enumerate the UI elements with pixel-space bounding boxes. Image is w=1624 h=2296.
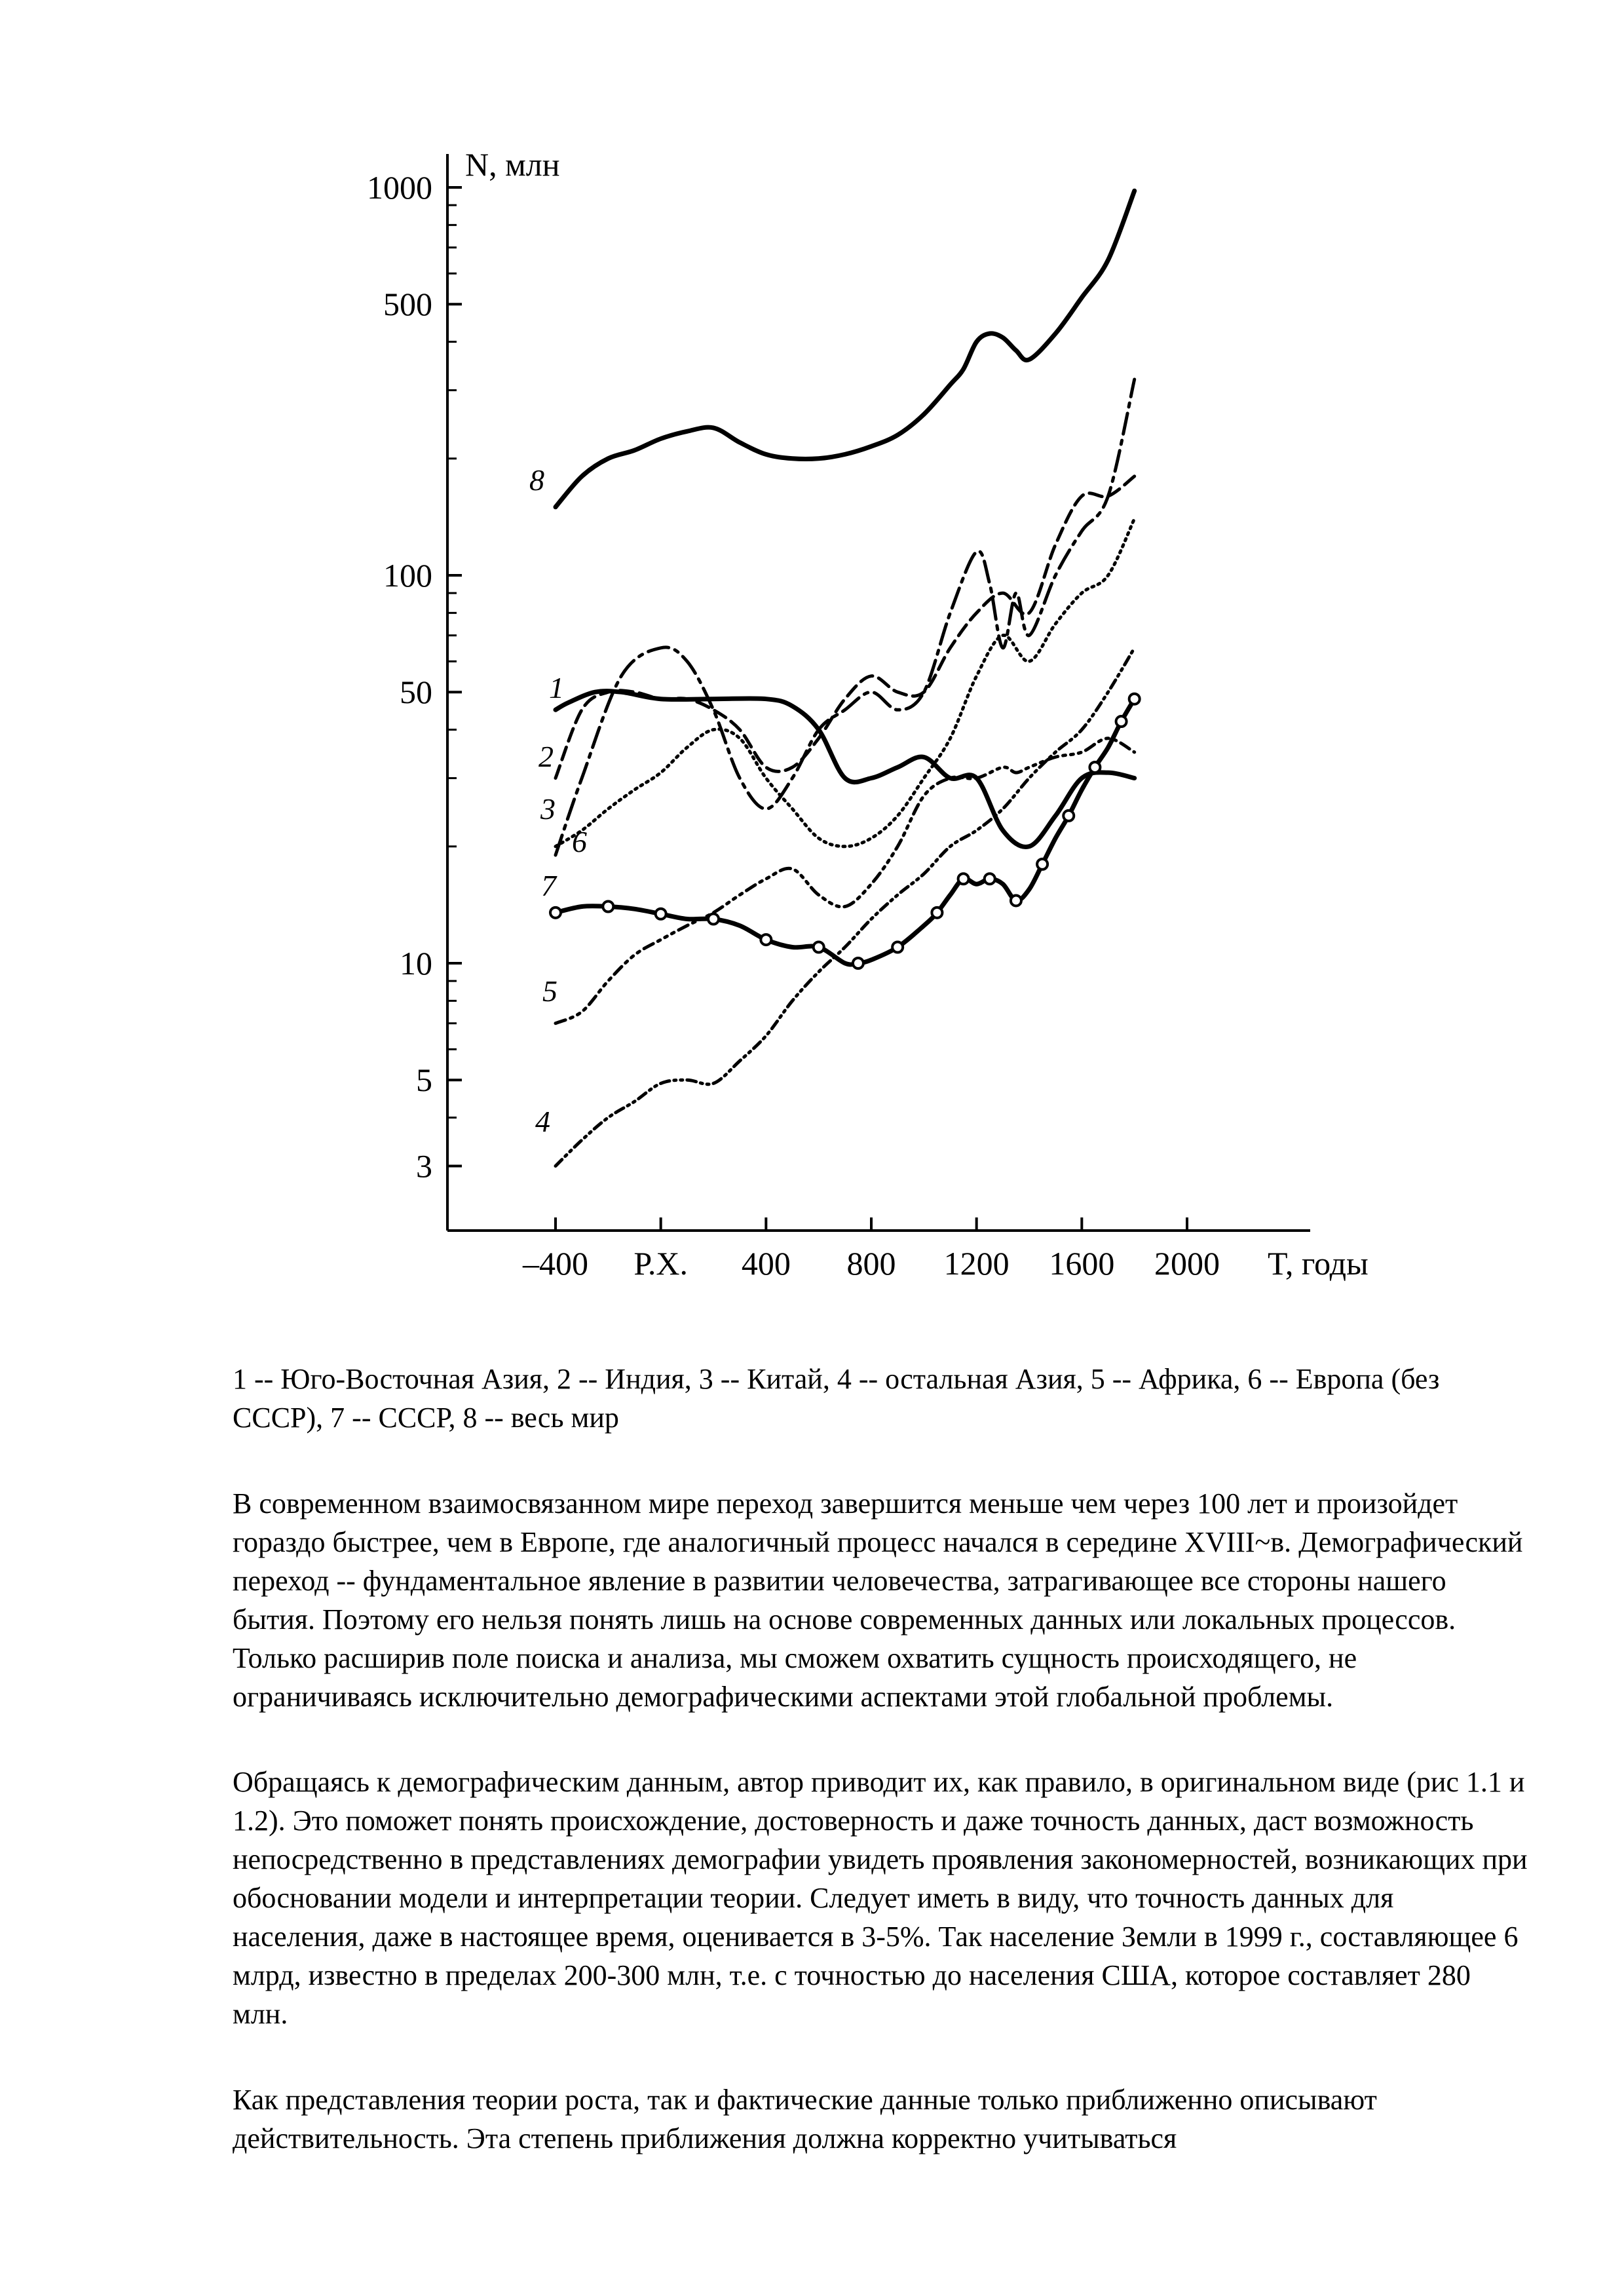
chart-series [550,191,1140,1166]
y-tick-label: 3 [416,1147,432,1185]
series-7-marker [1063,811,1074,821]
y-tick-label: 1000 [367,169,432,206]
series-7-marker [550,908,561,918]
x-tick-label: Р.Х. [633,1245,689,1282]
series-label-3: 3 [540,792,556,826]
caption-text: 1 -- Юго-Восточная Азия, 2 -- Индия, 3 -- Китай, 4 -- остальная Азия, 5 -- Африка, 6 -- Европа (без СССР), 7 -- СССР, 8 -- весь мир [233,1363,1440,1434]
series-7-marker [1129,694,1140,704]
y-tick-label: 500 [383,286,432,323]
series-7-marker [1116,716,1127,727]
y-tick-label: 50 [400,674,432,711]
series-line-1 [556,691,1135,847]
x-tick-label: 1200 [943,1245,1010,1282]
chart-axes [447,154,1310,1231]
paragraph-text: В современном взаимосвязанном мире переход завершится меньше чем через 100 лет и произойдет гораздо быстрее, чем в Европе, где аналогичный процесс начался в середине XVIII~в. Демографический переход -- фундаментальное явление в развитии человечества, затрагивающее все стороны нашего бытия. Поэтому его нельзя понять лишь на основе современных данных или локальных процессов. Только расширив поле поиска и анализа, мы сможем охватить сущность происходящего, не ограничиваясь исключительно демографическими аспектами этой глобальной проблемы. [233,1487,1523,1713]
y-axis-title: N, млн [465,146,560,183]
series-7-marker [656,909,666,919]
series-line-7 [556,699,1135,965]
series-line-8 [556,191,1135,507]
series-label-7: 7 [541,869,556,902]
series-7-marker [761,934,771,945]
series-7-marker [814,942,824,952]
series-7-marker [985,873,995,884]
chart-labels [465,146,1369,1282]
series-7-marker [603,901,613,911]
series-7-marker [1011,895,1021,906]
series-7-marker [1089,762,1100,773]
series-7-marker [892,942,903,952]
series-label-1: 1 [549,671,564,704]
series-label-6: 6 [572,825,587,858]
y-tick-label: 10 [400,945,432,982]
series-line-2 [556,476,1135,778]
series-7-marker [958,873,969,884]
series-label-4: 4 [535,1105,550,1138]
series-label-5: 5 [542,974,557,1008]
series-7-marker [932,908,942,918]
chart-ticks [367,169,1220,1282]
series-7-marker [853,958,863,968]
series-label-8: 8 [529,463,544,497]
x-tick-label: 2000 [1154,1245,1220,1282]
series-label-2: 2 [538,740,554,773]
body-paragraph-3 [233,2080,1530,2158]
paragraph-text: Как представления теории роста, так и фактические данные только приближенно описывают действительность. Эта степень приближения должна корректно учитываться [233,2084,1377,2154]
series-7-marker [708,914,719,925]
x-tick-label: 1600 [1049,1245,1115,1282]
body-paragraph-2 [233,1763,1530,2033]
x-tick-label: 800 [846,1245,896,1282]
y-tick-label: 100 [383,557,432,594]
series-7-marker [1037,859,1048,870]
x-tick-label: –400 [523,1245,588,1282]
figure-caption [233,1360,1530,1437]
y-tick-label: 5 [416,1062,432,1099]
x-axis-title: T, годы [1268,1245,1369,1282]
body-paragraph-1 [233,1484,1530,1716]
paragraph-text: Обращаясь к демографическим данным, автор приводит их, как правило, в оригинальном виде (рис 1.1 и 1.2). Это поможет понять происхождение, достоверность и даже точность данных, даст возможность непосредственно в представлениях демографии увидеть проявления закономерностей, возникающих при обосновании модели и интерпретации теории. Следует иметь в виду, что точность данных для населения, даже в настоящее время, оценивается в 3-5%. Так население Земли в 1999 г., составляющее 6 млрд, известно в пределах 200-300 млн, т.е. с точностью до населения США, которое составляет 280 млн. [233,1766,1528,2030]
x-tick-label: 400 [741,1245,791,1282]
